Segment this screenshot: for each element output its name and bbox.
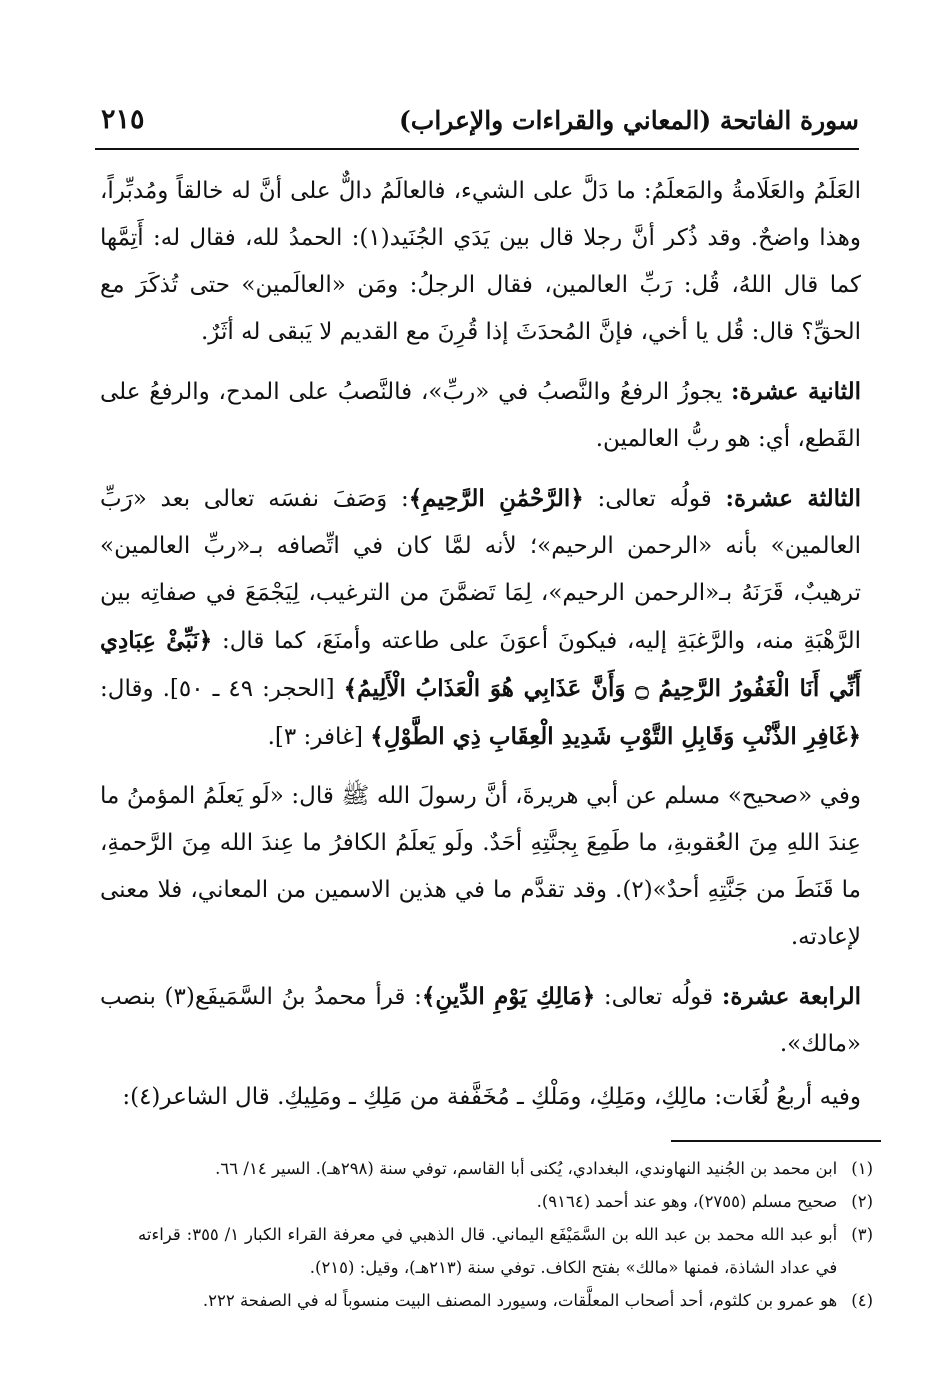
quran-quote-3: ﴿غَافِرِ الذَّنْبِ وَقَابِلِ التَّوْبِ شَدِيدِ الْعِقَابِ ذِي الطَّوْلِ﴾ xyxy=(370,723,861,750)
footnote-4 xyxy=(138,1284,873,1317)
footnote-number: (٢) xyxy=(851,1192,873,1211)
footnote-separator xyxy=(671,1140,881,1142)
paragraph-1: العَلَمُ والعَلَامةُ والمَعلَمُ: ما دَلَّ على الشيء، فالعالَمُ دالٌّ على أنَّ له خالقاً ومُدبِّراً، وهذا واضحٌ. وقد ذُكر أنَّ رجلا قال بين يَدَي الجُنَيد(١): الحمدُ لله، فقال له: أَتِمَّها كما قال اللهُ، قُل: رَبِّ العالمين، فقال الرجلُ: ومَن «العالَمين» حتى تُذكَرَ مع الحقِّ؟ قال: قُل يا أخي، فإنَّ المُحدَثَ إذا قُرِنَ مع القديم لا يَبقى له أثَرٌ. xyxy=(100,178,861,345)
paragraph-4: وفي «صحيح» مسلم عن أبي هريرةَ، أنَّ رسولَ الله ﷺ قال: «لَو يَعلَمُ المؤمنُ ما عِندَ اللهِ مِنَ العُقوبةِ، ما طَمِعَ بِجنَّتِهِ أحَدٌ. ولَو يَعلَمُ الكافرُ ما عِندَ الله مِنَ الرَّحمةِ، ما قَنَطَ من جَنَّتِهِ أحدٌ»(٢). وقد تقدَّم ما في هذين الاسمين من المعاني، فلا معنى لإعادته. xyxy=(100,783,861,950)
quran-quote-1: ﴿الرَّحْمَٰنِ الرَّحِيمِ﴾ xyxy=(408,485,584,512)
footnote-number: (٣) xyxy=(851,1225,873,1244)
paragraph-2-text: يجوزُ الرفعُ والنَّصبُ في «ربِّ»، فالنَّصبُ على المدح، والرفعُ على القَطع، أي: هو ربُّ العالمين. xyxy=(100,379,861,452)
footnote-3 xyxy=(138,1218,873,1284)
paragraph-5 xyxy=(100,973,861,1068)
section-heading-13: الثالثة عشرة: xyxy=(725,485,861,512)
paragraph-5-text-b: : قرأ محمدُ بنُ السَّمَيفَع(٣) بنصب «مالك». xyxy=(100,984,861,1057)
paragraph-5-text-a: قولُه تعالى: xyxy=(595,984,722,1010)
paragraph-3-text-c: [الحجر: ٤٩ ـ ٥٠]. وقال: xyxy=(100,676,344,702)
paragraph-3-text-d: [غافر: ٣]. xyxy=(267,724,371,750)
paragraph-2 xyxy=(100,368,861,463)
header-title: سورة الفاتحة (المعاني والقراءات والإعراب) xyxy=(398,106,859,135)
section-heading-12: الثانية عشرة: xyxy=(731,378,862,405)
section-heading-14: الرابعة عشرة: xyxy=(721,983,861,1010)
page-number: ٢١٥ xyxy=(101,104,145,135)
footnote-text: هو عمرو بن كلثوم، أحد أصحاب المعلَّقات، وسيورد المصنف البيت منسوباً له في الصفحة ٢٢٢. xyxy=(202,1291,838,1310)
running-header xyxy=(95,92,859,150)
quran-quote-2: ﴿نَبِّئْ عِبَادِي أَنِّي أَنَا الْغَفُورُ الرَّحِيمُ ۝ وَأَنَّ عَذَابِي هُوَ الْعَذَابُ الْأَلِيمُ﴾ xyxy=(100,627,861,702)
paragraph-6: وفيه أربعُ لُغَات: مالِكِ، ومَلِكِ، ومَلْكِ ـ مُخَفَّفة من مَلِكِ ـ ومَلِيكِ. قال الشاعر(٤): xyxy=(122,1084,861,1110)
footnotes xyxy=(138,1152,873,1317)
footnote-text: صحيح مسلم (٢٧٥٥)، وهو عند أحمد (٩١٦٤). xyxy=(536,1192,838,1211)
footnote-2 xyxy=(138,1185,873,1218)
footnote-number: (١) xyxy=(851,1159,873,1178)
quran-quote-4: ﴿مَالِكِ يَوْمِ الدِّينِ﴾ xyxy=(421,983,596,1010)
footnote-1 xyxy=(138,1152,873,1185)
footnote-text: ابن محمد بن الجُنيد النهاوندي، البغدادي، يُكنى أبا القاسم، توفي سنة (٢٩٨هـ). السير ١٤/ ٦٦. xyxy=(215,1159,838,1178)
paragraph-3 xyxy=(100,475,861,761)
footnote-text: أبو عبد الله محمد بن عبد الله بن السَّمَيْفَع اليماني. قال الذهبي في معرفة القراء الكبار ١/ ٣٥٥: قراءته في عداد الشاذة، فمنها «مالك» بفتح الكاف. توفي سنة (٢١٣هـ)، وقيل: (٢١٥). xyxy=(138,1225,838,1277)
footnote-number: (٤) xyxy=(851,1291,873,1310)
paragraph-3-text-a: قولُه تعالى: xyxy=(583,486,726,512)
main-text xyxy=(100,168,861,1133)
paragraph-3-text-b: : وَصَفَ نفسَه تعالى بعد «رَبِّ العالمين» بأنه «الرحمن الرحيم»؛ لأنه لمَّا كان في اتِّصافه بـ«ربِّ العالمين» ترهيبٌ، قَرَنَهُ بـ«الرحمن الرحيم»، لِمَا تَضمَّنَ من الترغيب، لِيَجْمَعَ في صفاتِه بين الرَّهْبَةِ منه، والرَّغبَةِ إليه، فيكونَ أعوَنَ على طاعته وأمنَعَ، كما قال: xyxy=(100,486,861,654)
